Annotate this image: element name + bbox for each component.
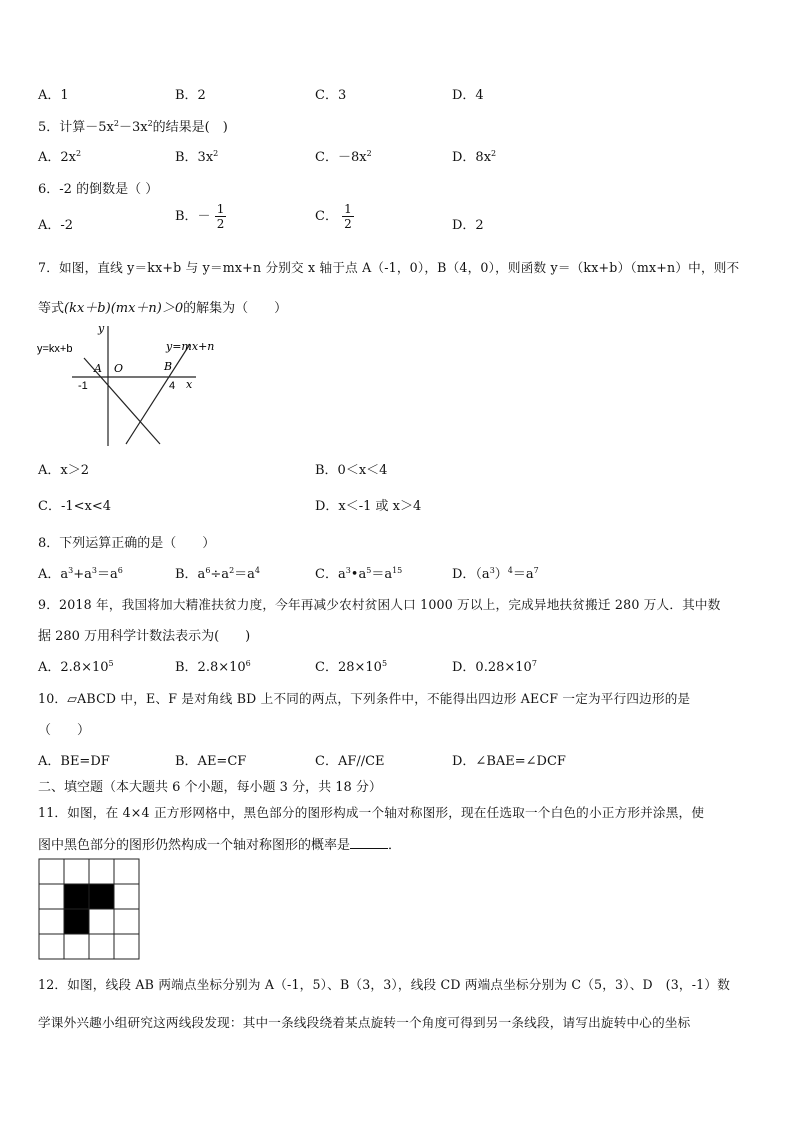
- q10-option-d: D．∠BAE=∠DCF: [452, 754, 566, 769]
- q5-option-d: D．$8x^2$: [452, 149, 497, 165]
- label-mx-n: y=mx+n: [166, 340, 215, 353]
- q4-option-b: B．2: [175, 88, 206, 103]
- q7-option-d: D．x＜-1 或 x＞4: [315, 499, 422, 514]
- q10-option-c: C．AF//CE: [315, 754, 385, 769]
- section-heading: 二、填空题（本大题共 6 个小题，每小题 3 分，共 18 分）: [38, 780, 382, 795]
- q10-option-a: A．BE=DF: [38, 754, 110, 769]
- q8-option-a: A．$a^3+a^3=a^6$: [38, 566, 123, 582]
- q7-stem-line2: 等式(kx＋b)(mx＋n)＞0的解集为（ ）: [38, 301, 288, 316]
- q11-stem-line2: 图中黑色部分的图形仍然构成一个轴对称图形的概率是 ．: [38, 838, 402, 853]
- q11-stem-line1: 11．如图，在 4×4 正方形网格中，黑色部分的图形构成一个轴对称图形，现在任选取一个白色的小正方形并涂黑，使: [38, 805, 705, 820]
- grid-cell-white: [39, 859, 64, 884]
- q7-stem-line1: 7．如图，直线 y＝kx+b 与 y＝mx+n 分别交 x 轴于点 A（-1，0），B（4，0），则函数 y＝（kx+b）（mx+n）中，则不: [38, 260, 740, 275]
- q9-option-a: A．$2.8\times 10^5$: [38, 659, 114, 675]
- grid-cell-white: [114, 884, 139, 909]
- q4-option-a: A．1: [38, 88, 69, 103]
- q10-stem-line1: 10．▱ABCD 中，E、F 是对角线 BD 上不同的两点，下列条件中，不能得出四边形 AECF 一定为平行四边形的是: [38, 691, 691, 706]
- q5-option-b: B．$3x^2$: [175, 149, 219, 165]
- grid-cell-white: [64, 859, 89, 884]
- grid-cell-white: [39, 909, 64, 934]
- q11-grid: [38, 858, 140, 960]
- q7-option-a: A．x＞2: [38, 463, 89, 478]
- grid-cell-white: [114, 934, 139, 959]
- q6-option-c: C． $\frac{1}{2}$: [315, 202, 352, 231]
- grid-cell-black: [64, 884, 89, 909]
- q5-stem: 5．计算$-5x^2-3x^2$的结果是( ): [38, 119, 228, 135]
- q9-option-c: C．$28\times 10^5$: [315, 659, 388, 675]
- label-B: B: [164, 360, 173, 373]
- grid-cell-white: [89, 859, 114, 884]
- grid-cell-black: [89, 884, 114, 909]
- grid-cell-white: [39, 884, 64, 909]
- q9-stem-line1: 9．2018 年，我国将加大精准扶贫力度，今年再减少农村贫困人口 1000 万以上，完成异地扶贫搬迁 280 万人．其中数: [38, 597, 721, 612]
- fraction: $\frac{1}{2}$: [216, 202, 225, 231]
- q10-stem-line2: （ ）: [38, 723, 91, 738]
- grid-cell-white: [39, 934, 64, 959]
- q8-stem: 8．下列运算正确的是（ ）: [38, 536, 216, 551]
- label-minus1: -1: [78, 380, 88, 392]
- q6-stem: 6．-2 的倒数是（ ）: [38, 182, 159, 197]
- label-x: x: [186, 378, 193, 391]
- q8-option-d: D．$(a^3)^4=a^7$: [452, 566, 539, 582]
- q9-option-b: B．$2.8\times 10^6$: [175, 659, 251, 675]
- label-y: y: [98, 322, 105, 335]
- q7-graph: [36, 322, 236, 452]
- fraction: $\frac{1}{2}$: [344, 202, 352, 231]
- label-O: O: [114, 362, 124, 375]
- q12-stem-line1: 12．如图，线段 AB 两端点坐标分别为 A（-1，5）、B（3，3），线段 CD 两端点坐标分别为 C（5，3）、D (3，-1）数: [38, 977, 730, 992]
- grid-cell-white: [64, 934, 89, 959]
- label-kx-b: y=kx+b: [37, 343, 73, 355]
- q4-option-c: C．3: [315, 88, 347, 103]
- q6-option-b: B．－ $\frac{1}{2}$: [175, 202, 225, 231]
- q5-option-a: A．$2x^2$: [38, 149, 82, 165]
- q6-option-d: D．2: [452, 218, 484, 233]
- grid-cell-white: [114, 859, 139, 884]
- line-mx-n: [126, 344, 190, 444]
- grid-cell-white: [89, 909, 114, 934]
- q10-option-b: B．AE=CF: [175, 754, 247, 769]
- q7-option-c: C．-1<x<4: [38, 499, 111, 514]
- q9-option-d: D．$0.28\times 10^7$: [452, 659, 537, 675]
- grid-cell-black: [64, 909, 89, 934]
- grid-cell-white: [114, 909, 139, 934]
- label-4: 4: [169, 380, 176, 392]
- q8-option-c: C．$a^3•a^5=a^{15}$: [315, 566, 403, 582]
- q12-stem-line2: 学课外兴趣小组研究这两线段发现：其中一条线段绕着某点旋转一个角度可得到另一条线段，请写出旋转中心的坐标: [38, 1015, 691, 1030]
- label-A: A: [94, 362, 102, 375]
- q7-option-b: B．0＜x＜4: [315, 463, 388, 478]
- q9-stem-line2: 据 280 万用科学计数法表示为( ): [38, 629, 251, 644]
- q6-option-a: A．-2: [38, 218, 74, 233]
- answer-blank: [350, 838, 388, 849]
- q4-option-d: D．4: [452, 88, 484, 103]
- q8-option-b: B．$a^6\div a^2=a^4$: [175, 566, 261, 582]
- q5-option-c: C．$-8x^2$: [315, 149, 372, 165]
- grid-cell-white: [89, 934, 114, 959]
